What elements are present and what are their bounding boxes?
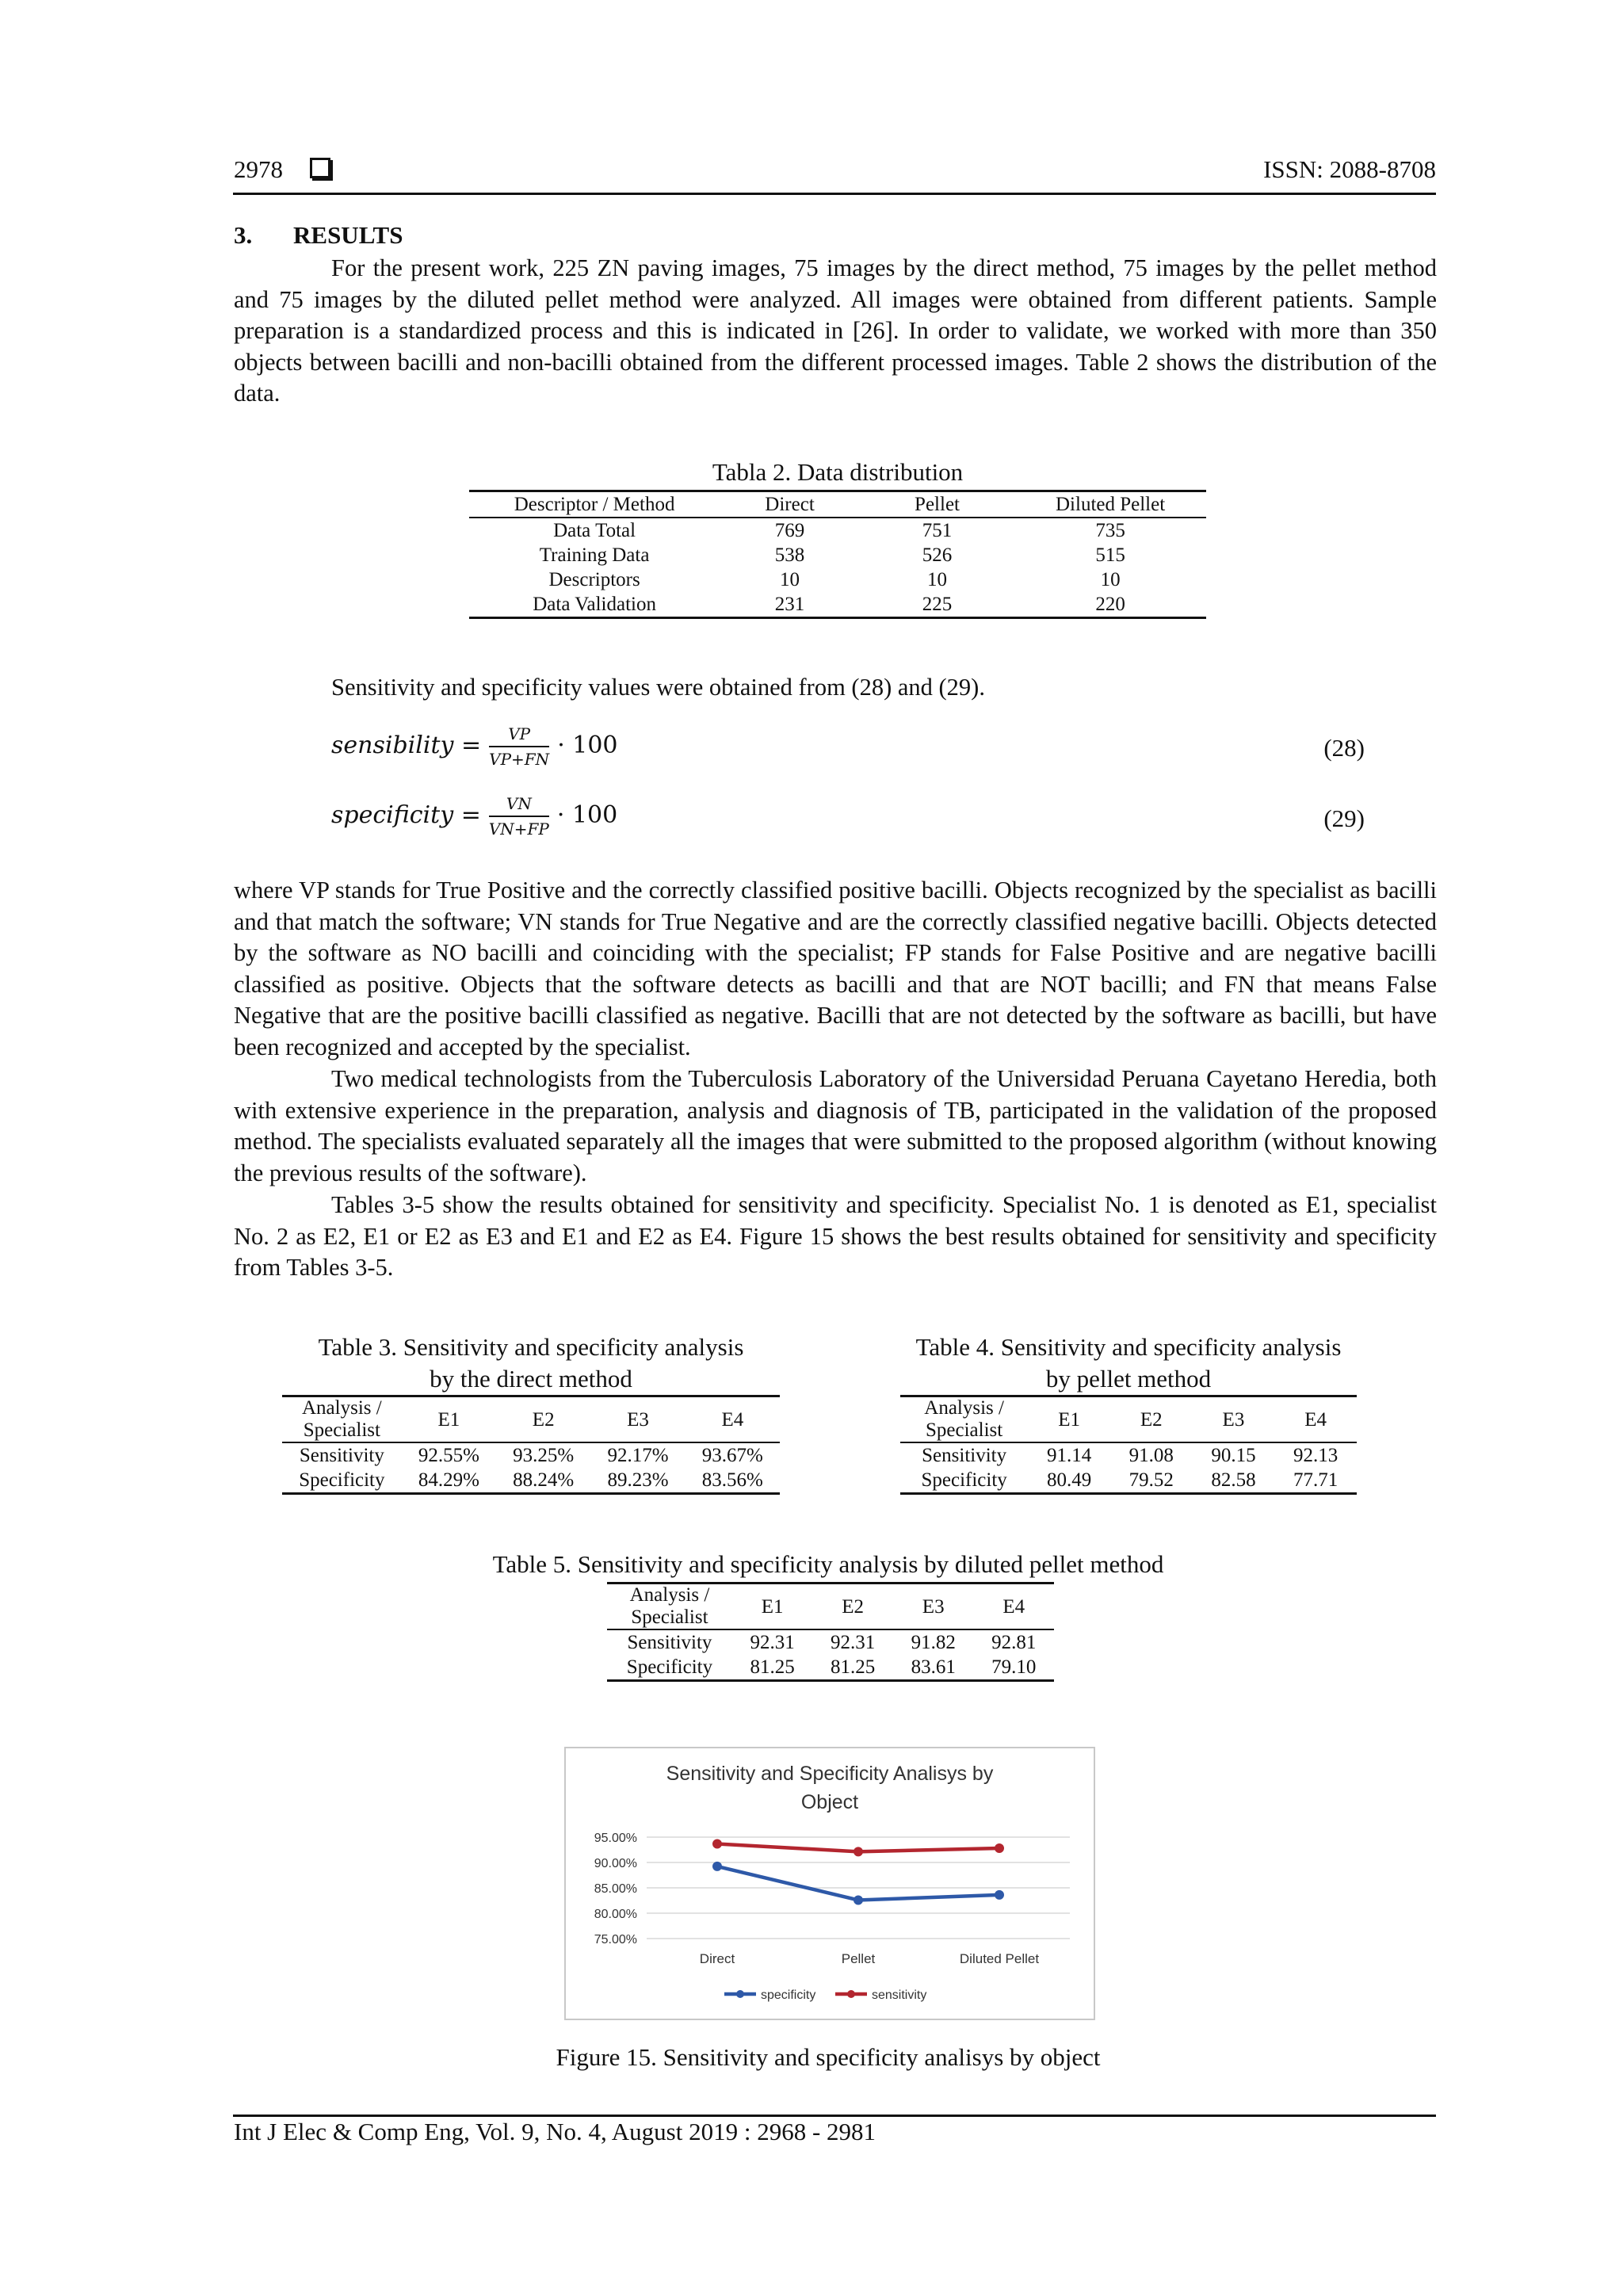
table-row	[469, 518, 1206, 543]
table5-header-e1: E1	[732, 1584, 813, 1630]
table-cell: Data Validation	[469, 592, 720, 618]
paragraph-3: where VP stands for True Positive and the correctly classified positive bacilli. Objects recognized by the specialist as bacilli and that match the software; VN stands for True Negative and are the correctly classified negative bacilli. Objects detected by the software as NO bacilli and coinciding with the specialist; FP stands for False Positive and are negative bacilli classified as positive. Objects that the software detects as bacilli and that are NOT bacilli; and FN that means False Negative that are the positive bacilli classified as negative. Bacilli that are not detected by the software as bacilli, but have been recognized and accepted by the specialist.	[234, 877, 1437, 1060]
table-cell: 92.31	[831, 1632, 876, 1653]
table-cell: 88.24%	[496, 1468, 590, 1494]
table-cell: 91.08	[1128, 1445, 1174, 1466]
table-cell: 80.49	[1028, 1468, 1110, 1494]
table2-header-descriptor: Descriptor / Method	[469, 491, 720, 518]
figure-15-chart	[564, 1747, 1095, 2020]
table4-caption	[891, 1331, 1366, 1395]
table5-header-e4: E4	[973, 1584, 1054, 1630]
equation-28-fraction	[489, 724, 549, 769]
table5-caption: Table 5. Sensitivity and specificity analysis by diluted pellet method	[492, 1550, 1164, 1578]
chart-title-line1: Sensitivity and Specificity Analisys by	[666, 1763, 994, 1785]
table5-header-e2: E2	[812, 1584, 893, 1630]
table-cell: Data Total	[553, 520, 636, 541]
table3-caption	[282, 1331, 780, 1395]
x-tick-label: Diluted Pellet	[959, 1951, 1040, 1966]
table-cell: 10	[780, 569, 800, 590]
table-cell: 10	[927, 569, 948, 590]
paragraph-4: Two medical technologists from the Tuberculosis Laboratory of the Universidad Peruana Cayetano Heredia, both with extensive experience in the preparation, analysis and diagnosis of TB, participated in the validation of the proposed method. The specialists evaluated separately all the images that were submitted to the proposed algorithm (without knowing the previous results of the software).	[234, 1065, 1437, 1186]
issn: ISSN: 2088-8708	[1263, 155, 1436, 183]
table-cell: 91.82	[911, 1632, 956, 1653]
square-bullet-icon	[310, 158, 330, 178]
table-cell: 526	[922, 544, 953, 566]
header-rule	[233, 193, 1436, 195]
table-row	[900, 1442, 1357, 1468]
table3-header-analysis: Analysis / Specialist	[282, 1396, 402, 1443]
table-row	[607, 1629, 1054, 1655]
table-cell: Descriptors	[548, 569, 640, 590]
chart-title-line2: Object	[800, 1791, 859, 1813]
table-row	[900, 1468, 1357, 1494]
table-cell: 83.61	[893, 1655, 974, 1681]
equation-28-denominator: VP+FN	[489, 750, 550, 769]
table-row	[469, 543, 1206, 567]
page-number	[234, 155, 330, 184]
table5-header-analysis: Analysis / Specialist	[607, 1584, 732, 1630]
table2-caption: Tabla 2. Data distribution	[712, 458, 964, 486]
table-cell: 231	[720, 592, 860, 618]
table5-header-e3: E3	[893, 1584, 974, 1630]
table-cell: 82.58	[1193, 1468, 1275, 1494]
table-cell: 81.25	[732, 1655, 813, 1681]
data-point-sensitivity	[713, 1839, 722, 1848]
table-4	[900, 1395, 1357, 1495]
table-cell: 92.17%	[607, 1445, 669, 1466]
table4-header-analysis: Analysis / Specialist	[900, 1396, 1028, 1443]
table-cell: Training Data	[539, 544, 650, 566]
equation-29-denominator: VN+FP	[488, 819, 549, 839]
table2-header-direct: Direct	[720, 491, 860, 518]
legend-marker-specificity	[736, 1990, 744, 1998]
data-point-specificity	[854, 1896, 863, 1904]
table-row	[469, 592, 1206, 618]
data-point-sensitivity	[995, 1844, 1004, 1853]
table-cell: 90.15	[1211, 1445, 1256, 1466]
table4-header-e2: E2	[1110, 1396, 1193, 1443]
table-cell: Sensitivity	[299, 1445, 384, 1466]
table-cell: 515	[1095, 544, 1125, 566]
table-2	[469, 490, 1206, 619]
page-number-text: 2978	[234, 155, 283, 183]
table-row	[282, 1442, 780, 1468]
table-cell: 92.81	[991, 1632, 1037, 1653]
legend-label-specificity: specificity	[761, 1988, 816, 2002]
table-cell: 92.31	[750, 1632, 795, 1653]
table-cell: 79.52	[1110, 1468, 1193, 1494]
table-cell: 92.13	[1293, 1445, 1338, 1466]
table-cell: 538	[774, 544, 805, 566]
equation-28-numerator: VP	[489, 724, 549, 747]
table-cell: 769	[774, 520, 805, 541]
y-tick-label: 95.00%	[594, 1832, 637, 1845]
equation-29-fraction	[489, 794, 549, 839]
table3-header-e4: E4	[685, 1396, 780, 1443]
table-cell: 93.25%	[513, 1445, 575, 1466]
chart-svg	[566, 1748, 1094, 2019]
legend-marker-sensitivity	[847, 1990, 855, 1998]
table-cell: Specificity	[282, 1468, 402, 1494]
footer-citation: Int J Elec & Comp Eng, Vol. 9, No. 4, August 2019 : 2968 - 2981	[234, 2118, 876, 2145]
table-cell: 92.55%	[418, 1445, 479, 1466]
table-cell: 10	[1100, 569, 1121, 590]
table-cell: 93.67%	[701, 1445, 763, 1466]
table-cell: 79.10	[973, 1655, 1054, 1681]
table-5	[607, 1582, 1054, 1682]
series-line-specificity	[717, 1866, 999, 1901]
paragraph-1: For the present work, 225 ZN paving images, 75 images by the direct method, 75 images by the pellet method and 75 images by the diluted pellet method were analyzed. All images were obtained from different patients. Sample preparation is a standardized process and this is indicated in [26]. In order to validate, we worked with more than 350 objects between bacilli and non-bacilli obtained from the different processed images. Table 2 shows the distribution of the data.	[234, 254, 1437, 407]
equation-28-lhs: sensibility =	[331, 732, 482, 759]
table4-header-e1: E1	[1028, 1396, 1110, 1443]
y-tick-label: 90.00%	[594, 1857, 637, 1870]
equation-28-number: (28)	[1323, 734, 1365, 762]
table4-caption-line1: Table 4. Sensitivity and specificity analysis	[915, 1333, 1342, 1361]
data-point-specificity	[995, 1890, 1004, 1899]
table-row	[282, 1468, 780, 1494]
table-cell: Sensitivity	[922, 1445, 1007, 1466]
table-cell: 81.25	[812, 1655, 893, 1681]
paragraph-5: Tables 3-5 show the results obtained for sensitivity and specificity. Specialist No. 1 is denoted as E1, specialist No. 2 as E2, E1 or E2 as E3 and E1 and E2 as E4. Figure 15 shows the best results obtained for sensitivity and specificity from Tables 3-5.	[234, 1191, 1437, 1282]
section-number: 3.	[234, 221, 253, 249]
x-tick-label: Direct	[699, 1951, 735, 1966]
table-cell: 84.29%	[402, 1468, 496, 1494]
table-cell: 83.56%	[685, 1468, 780, 1494]
legend-label-sensitivity: sensitivity	[872, 1988, 927, 2002]
section-title: RESULTS	[293, 221, 403, 249]
footer-rule	[233, 2115, 1436, 2117]
equation-29-number: (29)	[1323, 804, 1365, 832]
equation-29	[331, 794, 617, 839]
equation-29-rhs: · 100	[556, 801, 618, 829]
table-row	[607, 1655, 1054, 1681]
table3-header-e1: E1	[402, 1396, 496, 1443]
table-cell: 77.71	[1274, 1468, 1357, 1494]
y-tick-label: 85.00%	[594, 1882, 637, 1896]
table-cell: 220	[1014, 592, 1206, 618]
table-cell: 751	[922, 520, 953, 541]
table2-header-pellet: Pellet	[860, 491, 1014, 518]
table4-caption-line2: by pellet method	[1045, 1365, 1212, 1392]
table4-header-e3: E3	[1193, 1396, 1275, 1443]
section-heading	[234, 221, 403, 250]
table-cell: 91.14	[1046, 1445, 1092, 1466]
table-row	[469, 567, 1206, 592]
table-cell: Specificity	[607, 1655, 732, 1681]
equation-29-lhs: specificity =	[331, 801, 481, 829]
table-cell: Sensitivity	[627, 1632, 712, 1653]
equation-28	[331, 724, 618, 769]
data-point-sensitivity	[854, 1847, 863, 1856]
data-point-specificity	[713, 1862, 722, 1870]
y-tick-label: 80.00%	[594, 1908, 637, 1921]
equation-28-rhs: · 100	[557, 732, 618, 759]
table3-caption-line2: by the direct method	[430, 1365, 632, 1392]
table3-header-e2: E2	[496, 1396, 590, 1443]
y-tick-label: 75.00%	[594, 1933, 637, 1946]
table4-header-e4: E4	[1274, 1396, 1357, 1443]
paragraph-2: Sensitivity and specificity values were obtained from (28) and (29).	[331, 674, 985, 701]
table-cell: Specificity	[900, 1468, 1028, 1494]
table2-header-diluted: Diluted Pellet	[1014, 491, 1206, 518]
table3-caption-line1: Table 3. Sensitivity and specificity analysis	[318, 1333, 744, 1361]
table-cell: 735	[1095, 520, 1125, 541]
table3-header-e3: E3	[590, 1396, 685, 1443]
table-cell: 225	[860, 592, 1014, 618]
equation-29-numerator: VN	[489, 794, 549, 817]
x-tick-label: Pellet	[841, 1951, 876, 1966]
table-3	[282, 1395, 780, 1495]
figure-15-caption: Figure 15. Sensitivity and specificity analisys by object	[556, 2043, 1101, 2071]
table-cell: 89.23%	[590, 1468, 685, 1494]
